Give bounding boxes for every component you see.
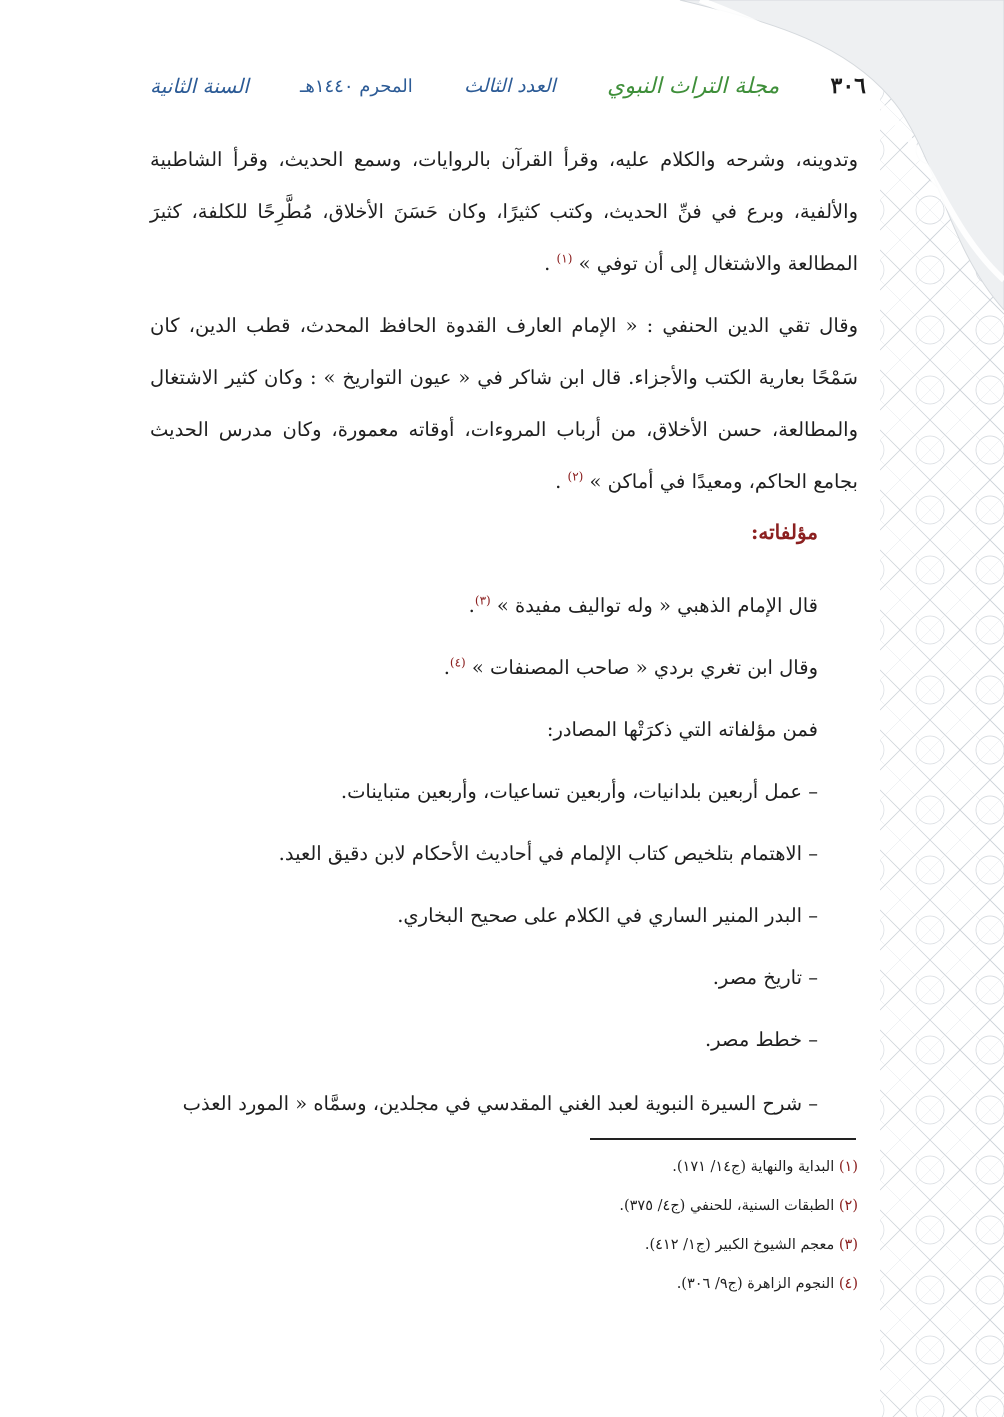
footnote-item <box>619 1152 858 1191</box>
issue-date: المحرم ١٤٤٠هـ <box>300 75 413 97</box>
footnote-text: النجوم الزاهرة (ج٩/ ٣٠٦). <box>676 1276 835 1292</box>
line-text: – الاهتمام بتلخيص كتاب الإلمام في أحاديث الأحكام لابن دقيق العيد. <box>278 842 818 865</box>
footnote-item <box>619 1230 858 1269</box>
line-tail: . <box>468 594 475 617</box>
footnote-divider <box>590 1138 856 1140</box>
footnote-ref: (١) <box>556 251 573 266</box>
line-text: وقال ابن تغري بردي « صاحب المصنفات » <box>471 656 818 679</box>
list-item <box>128 1016 818 1078</box>
section-heading: مؤلفاته: <box>750 520 818 544</box>
paragraph-text: وقال تقي الدين الحنفي : « الإمام العارف القدوة الحافظ المحدث، قطب الدين، كان سَمْحًا بعارية الكتب والأجزاء. قال ابن شاكر في « عيون التواريخ » : وكان كثير الاشتغال والمطالعة، حسن الأخلاق، من أرباب المروءات، أوقاته معمورة، وكان مدرس الحديث بجامع الحاكم، ومعيدًا في أماكن » <box>150 314 858 493</box>
footnote-ref: (٣) <box>474 593 491 608</box>
list-item <box>128 706 818 768</box>
paragraph-tail: . <box>544 252 551 275</box>
footnote-number: (١) <box>838 1159 858 1175</box>
line-text: – البدر المنير الساري في الكلام على صحيح البخاري. <box>397 904 818 927</box>
footnote-item <box>619 1269 858 1308</box>
footnote-ref: (٤) <box>449 655 466 670</box>
paragraph-2 <box>150 300 858 508</box>
paragraph-tail: . <box>555 470 562 493</box>
page-number: ٣٠٦ <box>830 73 866 99</box>
line-tail: . <box>443 656 450 679</box>
footnote-item <box>619 1191 858 1230</box>
journal-title: مجلة التراث النبوي <box>607 73 780 99</box>
footnote-text: البداية والنهاية (ج١٤/ ١٧١). <box>672 1159 835 1175</box>
paragraph-1 <box>150 134 858 290</box>
footnote-text: معجم الشيوخ الكبير (ج١/ ٤١٢). <box>644 1237 835 1253</box>
continuing-line: – شرح السيرة النبوية لعبد الغني المقدسي في مجلدين، وسمَّاه « المورد العذب <box>182 1092 818 1115</box>
list-item <box>128 830 818 892</box>
list-item <box>128 892 818 954</box>
list-item <box>128 954 818 1016</box>
footnotes <box>619 1152 858 1308</box>
footnote-number: (٢) <box>838 1198 858 1214</box>
body-text <box>150 134 858 508</box>
list-item <box>128 644 818 706</box>
volume-year: السنة الثانية <box>150 74 249 98</box>
footnote-number: (٤) <box>838 1276 858 1292</box>
line-text: قال الإمام الذهبي « وله تواليف مفيدة » <box>496 594 818 617</box>
line-text: – خطط مصر. <box>704 1028 818 1051</box>
page-header <box>150 64 866 108</box>
list-item <box>128 768 818 830</box>
line-text: – عمل أربعين بلدانيات، وأربعين تساعيات، وأربعين متباينات. <box>340 780 818 803</box>
paragraph-text: وتدوينه، وشرحه والكلام عليه، وقرأ القرآن بالروايات، وسمع الحديث، وقرأ الشاطبية والألفية، وبرع في فنِّ الحديث، وكتب كثيرًا، وكان حَسَنَ الأخلاق، مُطَّرِحًا للكلفة، كثيرَ المطالعة والاشتغال إلى أن توفي » <box>150 148 858 275</box>
footnote-ref: (٢) <box>567 469 584 484</box>
line-text: – تاريخ مصر. <box>712 966 818 989</box>
footnote-number: (٣) <box>838 1237 858 1253</box>
line-text: فمن مؤلفاته التي ذكرَتْها المصادر: <box>546 718 818 741</box>
issue-label: العدد الثالث <box>464 75 556 97</box>
works-list <box>128 582 818 1078</box>
list-item <box>128 582 818 644</box>
footnote-text: الطبقات السنية، للحنفي (ج٤/ ٣٧٥). <box>619 1198 835 1214</box>
